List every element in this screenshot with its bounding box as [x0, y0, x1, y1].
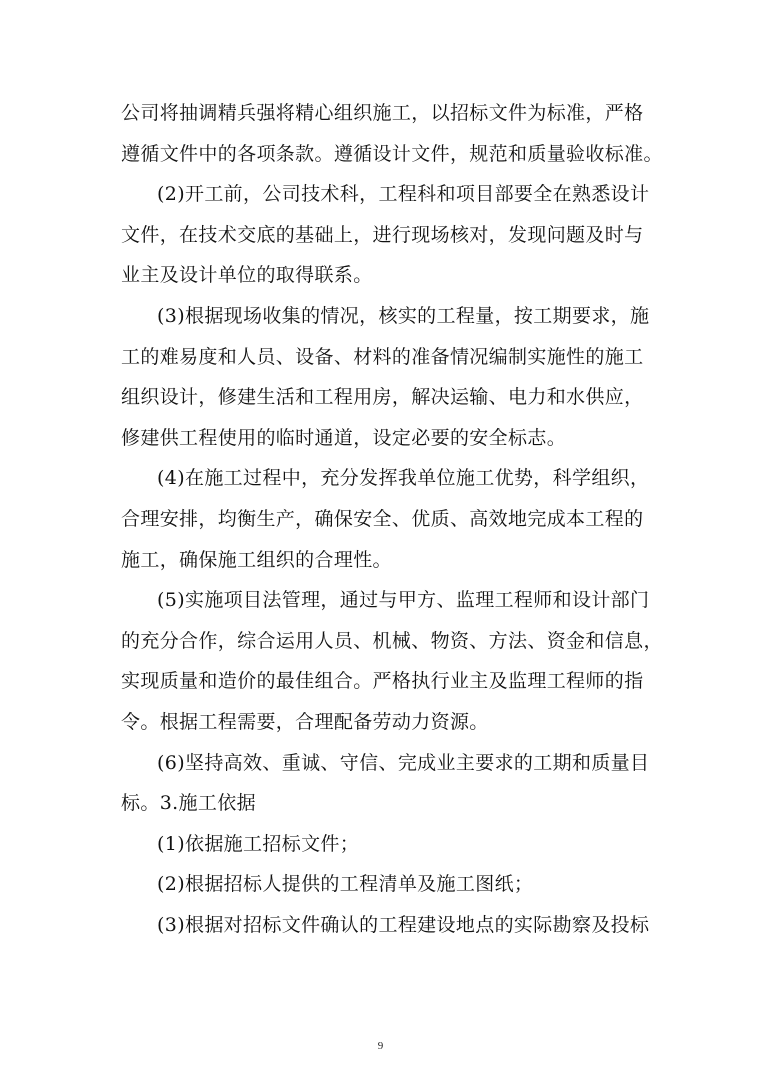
- paragraph-start-line: (2)开工前，公司技术科，工程科和项目部要全在熟悉设计: [157, 183, 650, 206]
- text-line: 组织设计，修建生活和工程用房，解决运输、电力和水供应，: [121, 386, 644, 409]
- text-line: 合理安排，均衡生产，确保安全、优质、高效地完成本工程的: [121, 507, 644, 530]
- text-line: 修建供工程使用的临时通道，设定必要的安全标志。: [121, 426, 567, 449]
- text-line: 文件，在技术交底的基础上，进行现场核对，发现问题及时与: [121, 223, 644, 246]
- text-line: 的充分合作，综合运用人员、机械、物资、方法、资金和信息，: [121, 629, 663, 652]
- text-line: 遵循文件中的各项条款。遵循设计文件，规范和质量验收标准。: [121, 142, 663, 165]
- paragraph-start-line: (6)坚持高效、重诚、守信、完成业主要求的工期和质量目: [157, 751, 650, 774]
- page-number: 9: [377, 1040, 384, 1052]
- paragraph-start-line: (3)根据现场收集的情况，核实的工程量，按工期要求，施: [157, 304, 650, 327]
- text-line: 标。3.施工依据: [121, 792, 256, 815]
- list-item-line: (1)依据施工招标文件；: [157, 832, 360, 855]
- list-item-line: (2)根据招标人提供的工程清单及施工图纸；: [157, 873, 534, 896]
- paragraph-start-line: (5)实施项目法管理，通过与甲方、监理工程师和设计部门: [157, 589, 650, 612]
- text-line: 公司将抽调精兵强将精心组织施工，以招标文件为标准，严格: [121, 102, 644, 124]
- list-item-line: (3)根据对招标文件确认的工程建设地点的实际勘察及投标: [157, 913, 650, 936]
- paragraph-start-line: (4)在施工过程中，充分发挥我单位施工优势，科学组织，: [157, 467, 650, 490]
- body-text: [121, 93, 663, 945]
- text-line: 令。根据工程需要，合理配备劳动力资源。: [121, 710, 489, 733]
- text-line: 业主及设计单位的取得联系。: [121, 264, 373, 287]
- text-line: 施工，确保施工组织的合理性。: [121, 548, 392, 571]
- text-line: 工的难易度和人员、设备、材料的准备情况编制实施性的施工: [121, 345, 644, 368]
- text-line: 实现质量和造价的最佳组合。严格执行业主及监理工程师的指: [121, 670, 644, 693]
